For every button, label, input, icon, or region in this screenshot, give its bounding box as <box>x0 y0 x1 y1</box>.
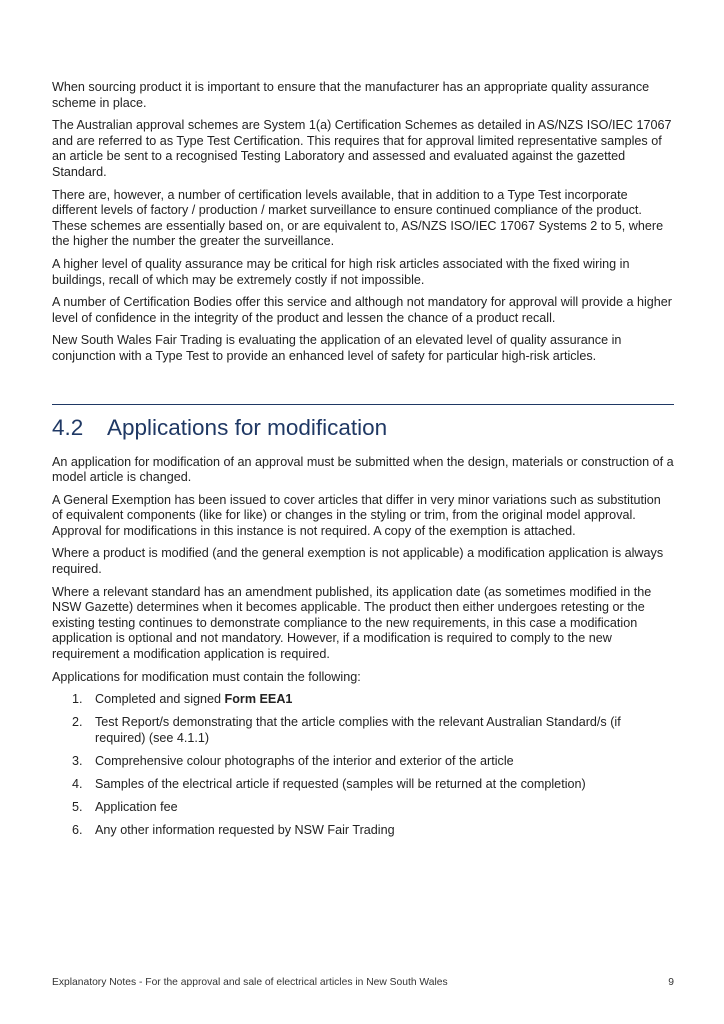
section-divider <box>52 404 674 405</box>
list-item-number: 2. <box>72 715 83 730</box>
paragraph: There are, however, a number of certification levels available, that in addition to a Type Test incorporate different levels of factory / production / market surveillance to ensure continued compliance of the product. These schemes are essentially based on, or are equivalent to, AS/NZS ISO/IEC 17067 Systems 2 to 5, where the higher the number the greater the surveillance. <box>52 187 664 249</box>
section-title: Applications for modification <box>107 414 388 440</box>
paragraph: Applications for modification must contain the following: <box>52 669 361 684</box>
paragraph: Where a relevant standard has an amendment published, its application date (as sometimes modified in the NSW Gazette) determines when it becomes applicable. The product then either undergoes retesting or the existing testing continues to demonstrate compliance to the new requirements, in this case a modification application is optional and not mandatory. However, if a modification is required to comply to the new requirement a modification application is required. <box>52 584 652 662</box>
list-item-number: 6. <box>72 822 83 837</box>
paragraph: An application for modification of an approval must be submitted when the design, materials or construction of a model article is changed. <box>52 454 674 485</box>
paragraph: A General Exemption has been issued to cover articles that differ in very minor variations such as substitution of equivalent components (like for like) or changes in the styling or trim, from the original model approval. Approval for modifications in this instance is not required. A copy of the exemption is attached. <box>52 492 661 538</box>
list-item <box>52 777 674 793</box>
footer-text: Explanatory Notes - For the approval and sale of electrical articles in New South Wales <box>52 977 448 988</box>
paragraph: New South Wales Fair Trading is evaluating the application of an elevated level of quality assurance in conjunction with a Type Test to provide an enhanced level of safety for particular high-risk articles. <box>52 333 622 363</box>
list-item <box>52 754 674 770</box>
list-item-text <box>95 692 674 708</box>
list-item-number: 3. <box>72 753 83 768</box>
section-heading <box>52 415 674 441</box>
list-item <box>52 823 674 839</box>
paragraph: When sourcing product it is important to ensure that the manufacturer has an appropriate quality assurance scheme in place. <box>52 80 650 110</box>
list-item <box>52 800 674 816</box>
list-item <box>52 715 674 746</box>
page-number: 9 <box>668 977 674 988</box>
list-item-number: 1. <box>72 692 83 707</box>
list-item-number: 5. <box>72 799 83 814</box>
list-item-number: 4. <box>72 776 83 791</box>
list-item-text: Test Report/s demonstrating that the article complies with the relevant Australian Standard/s (if required) (see 4.1.1) <box>95 715 621 745</box>
requirements-list <box>52 692 674 838</box>
form-name: Form EEA1 <box>224 692 293 707</box>
section-number: 4.2 <box>52 414 84 440</box>
paragraph: Where a product is modified (and the general exemption is not applicable) a modification application is always required. <box>52 546 664 577</box>
paragraph: A number of Certification Bodies offer this service and although not mandatory for approval will provide a higher level of confidence in the integrity of the product and lessen the chance of a product recall. <box>52 295 673 325</box>
list-item-text: Application fee <box>95 799 178 814</box>
list-item-text: Comprehensive colour photographs of the interior and exterior of the article <box>95 753 514 768</box>
paragraph: A higher level of quality assurance may be critical for high risk articles associated with the fixed wiring in buildings, recall of which may be extremely costly if not impossible. <box>52 256 630 287</box>
list-item-text: Samples of the electrical article if requested (samples will be returned at the completion) <box>95 776 586 791</box>
list-item-prefix: Completed and signed <box>95 692 225 707</box>
list-item-text: Any other information requested by NSW Fair Trading <box>95 822 395 837</box>
paragraph: The Australian approval schemes are System 1(a) Certification Schemes as detailed in AS/NZS ISO/IEC 17067 and are referred to as Type Test Certification. This requires that for approval limited representative samples of an article be sent to a recognised Testing Laboratory and assessed and evaluated against the gazetted Standard. <box>52 118 672 179</box>
page-footer <box>52 977 674 988</box>
list-item <box>52 692 674 708</box>
page-content <box>52 80 674 846</box>
